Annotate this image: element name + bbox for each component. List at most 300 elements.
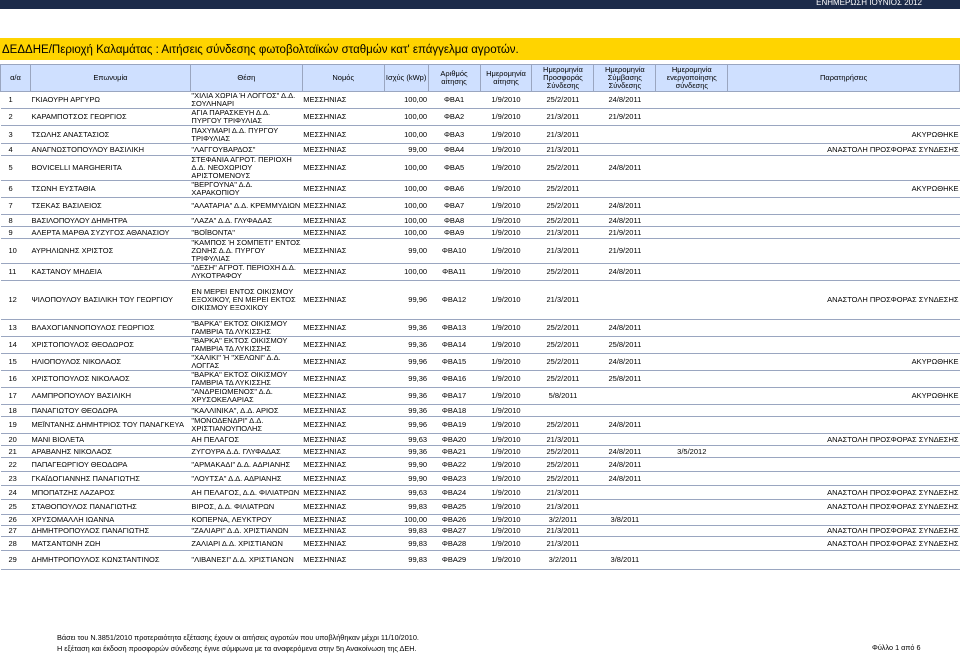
cell-contract-date [594, 126, 656, 144]
cell-app-number: ΦΒΑ28 [441, 538, 467, 548]
cell-name: ΗΛΙΟΠΟΥΛΟΣ ΝΙΚΟΛΑΟΣ [31, 357, 121, 366]
table-row [1, 515, 960, 526]
cell-power: 99,63 [408, 434, 428, 444]
cell-name: ΨΙΛΟΠΟΥΛΟΥ ΒΑΣΙΛΙΚΗ ΤΟΥ ΓΕΩΡΓΙΟΥ [31, 295, 174, 304]
cell-app-number: ΦΒΑ13 [441, 323, 467, 332]
cell-position: "ΜΟΝΟΔΕΝΔΡΙ" Δ.Δ. ΧΡΙΣΤΙΑΝΟΥΠΟΛΗΣ [191, 416, 264, 433]
cell-prefecture: ΜΕΣΣΗΝΙΑΣ [303, 323, 347, 332]
cell-app-date: 1/9/2010 [491, 295, 521, 304]
cell-name: ΑΛΕΡΤΑ ΜΑΡΘΑ ΣΥΖΥΓΟΣ ΑΘΑΝΑΣΙΟΥ [31, 227, 170, 237]
cell-notes [728, 371, 960, 388]
cell-app-number: ΦΒΑ2 [443, 112, 465, 121]
cell-prefecture: ΜΕΣΣΗΝΙΑΣ [303, 502, 347, 511]
cell-app-date: 1/9/2010 [491, 357, 521, 366]
cell-contract-date [594, 388, 656, 405]
cell-offer-date: 21/3/2011 [546, 112, 580, 121]
cell-contract-date: 25/8/2011 [608, 340, 642, 349]
cell-app-date: 1/9/2010 [491, 112, 521, 121]
cell-position: "ΖΑΛΙΑΡΙ" Δ.Δ. ΧΡΙΣΤΙΑΝΩΝ [191, 526, 289, 535]
cell-contract-date [594, 434, 656, 446]
cell-no: 6 [8, 184, 13, 193]
cell-offer-date: 25/2/2011 [546, 473, 580, 483]
cell-contract-date: 24/8/2011 [608, 446, 642, 456]
cell-name: ΠΑΝΑΓΙΩΤΟΥ ΘΕΟΔΩΡΑ [31, 405, 118, 415]
cell-no: 13 [8, 323, 17, 332]
cell-offer-date: 25/2/2011 [546, 215, 580, 225]
cell-no: 29 [8, 555, 17, 564]
cell-app-date: 1/9/2010 [491, 323, 521, 332]
cell-app-date: 1/9/2010 [491, 201, 521, 210]
cell-prefecture: ΜΕΣΣΗΝΙΑΣ [303, 446, 347, 456]
cell-offer-date: 25/2/2011 [546, 184, 580, 193]
cell-prefecture: ΜΕΣΣΗΝΙΑΣ [303, 420, 347, 429]
cell-name: ΤΣΩΝΗ ΕΥΣΤΑΘΙΑ [31, 184, 96, 193]
cell-contract-date: 24/8/2011 [608, 323, 642, 332]
cell-power: 100,00 [404, 184, 428, 193]
cell-power: 99,63 [408, 487, 428, 497]
cell-power: 100,00 [404, 215, 428, 225]
cell-notes: ΑΚΥΡΩΘΗΚΕ [911, 184, 959, 193]
cell-contract-date: 21/9/2011 [608, 112, 642, 121]
cell-power: 99,83 [408, 526, 428, 535]
cell-notes: ΑΚΥΡΩΘΗΚΕ [911, 391, 959, 400]
cell-activation-date [656, 371, 728, 388]
cell-contract-date [594, 144, 656, 156]
cell-contract-date: 24/8/2011 [608, 420, 642, 429]
cell-position: "ΔΕΣΗ" ΑΓΡΟΤ. ΠΕΡΙΟΧΗ Δ.Δ. ΛΥΚΟΤΡΑΦΟΥ [191, 263, 296, 280]
cell-app-number: ΦΒΑ6 [443, 184, 465, 193]
cell-notes [728, 320, 960, 337]
cell-name: ΠΑΠΑΓΕΩΡΓΙΟΥ ΘΕΟΔΩΡΑ [31, 459, 128, 469]
cell-name: ΑΝΑΓΝΩΣΤΟΠΟΥΛΟΥ ΒΑΣΙΛΙΚΗ [31, 144, 145, 154]
cell-offer-date: 25/2/2011 [546, 267, 580, 276]
cell-offer-date: 25/2/2011 [546, 323, 580, 332]
cell-power: 99,83 [408, 538, 428, 548]
cell-app-date: 1/9/2010 [491, 391, 521, 400]
cell-power: 99,96 [408, 357, 428, 366]
cell-contract-date: 24/8/2011 [608, 201, 642, 210]
cell-no: 28 [8, 538, 17, 548]
cell-app-date: 1/9/2010 [491, 526, 521, 535]
cell-app-number: ΦΒΑ21 [441, 446, 467, 456]
col-header-name: Επωνυμία [30, 65, 190, 92]
col-header-offer-date: Ημερομηνία Προσφοράς Σύνδεσης [532, 65, 594, 92]
cell-name: ΜΑΝΙ ΒΙΟΛΕΤΑ [31, 434, 85, 444]
cell-contract-date: 24/8/2011 [608, 267, 642, 276]
cell-no: 27 [8, 526, 17, 535]
cell-prefecture: ΜΕΣΣΗΝΙΑΣ [303, 201, 347, 210]
col-header-contract-date: Ημερομηνία Σύμβασης Σύνδεσης [594, 65, 656, 92]
cell-app-number: ΦΒΑ22 [441, 459, 467, 469]
cell-app-date: 1/9/2010 [491, 246, 521, 255]
cell-name: ΧΡΙΣΤΟΠΟΥΛΟΣ ΘΕΟΔΩΡΟΣ [31, 340, 134, 349]
cell-activation-date [656, 526, 728, 537]
table-row [1, 337, 960, 354]
table-row [1, 264, 960, 281]
cell-no: 23 [8, 473, 17, 483]
cell-position: ΑΓΙΑ ΠΑΡΑΣΚΕΥΗ Δ.Δ. ΠΥΡΓΟΥ ΤΡΙΦΥΛΙΑΣ [191, 108, 271, 125]
page-indicator: Φύλλο 1 από 6 [872, 643, 921, 652]
cell-app-number: ΦΒΑ3 [443, 129, 465, 139]
cell-name: ΚΑΣΤΑΝΟΥ ΜΗΔΕΙΑ [31, 267, 102, 276]
cell-prefecture: ΜΕΣΣΗΝΙΑΣ [303, 227, 347, 237]
cell-app-number: ΦΒΑ16 [441, 374, 467, 383]
table-row [1, 551, 960, 570]
col-header-activation-date: Ημερομηνία ενεργοποίησης σύνδεσης [656, 65, 728, 92]
cell-offer-date: 21/3/2011 [546, 487, 580, 497]
cell-prefecture: ΜΕΣΣΗΝΙΑΣ [303, 405, 347, 415]
cell-prefecture: ΜΕΣΣΗΝΙΑΣ [303, 267, 347, 276]
cell-no: 15 [8, 357, 17, 366]
cell-position: "ΒΕΡΓΟΥΝΑ" Δ.Δ. ΧΑΡΑΚΟΠΙΟΥ [191, 180, 253, 197]
cell-notes: ΑΝΑΣΤΟΛΗ ΠΡΟΣΦΟΡΑΣ ΣΥΝΔΕΣΗΣ [827, 487, 959, 497]
cell-notes [728, 215, 960, 227]
cell-position: "ΑΛΑΤΑΡΙΑ" Δ.Δ. ΚΡΕΜΜΥΔΙΩΝ [191, 201, 301, 210]
cell-activation-date [656, 264, 728, 281]
cell-app-number: ΦΒΑ23 [441, 473, 467, 483]
table-header-row [1, 65, 960, 92]
cell-notes: ΑΚΥΡΩΘΗΚΕ [911, 357, 959, 366]
cell-app-number: ΦΒΑ4 [443, 144, 465, 154]
cell-activation-date [656, 388, 728, 405]
cell-position: ΠΑΧΥΜΑΡΙ Δ.Δ. ΠΥΡΓΟΥ ΤΡΙΦΥΛΙΑΣ [191, 125, 279, 143]
cell-offer-date: 25/2/2011 [546, 163, 580, 172]
cell-prefecture: ΜΕΣΣΗΝΙΑΣ [303, 295, 347, 304]
cell-name: ΧΡΥΣΟΜΑΛΛΗ ΙΩΑΝΝΑ [31, 515, 115, 524]
cell-power: 100,00 [404, 112, 428, 121]
cell-prefecture: ΜΕΣΣΗΝΙΑΣ [303, 215, 347, 225]
cell-notes [728, 227, 960, 239]
cell-notes [728, 472, 960, 486]
cell-app-number: ΦΒΑ24 [441, 487, 467, 497]
cell-app-number: ΦΒΑ17 [441, 391, 467, 400]
table-row [1, 198, 960, 215]
cell-app-number: ΦΒΑ18 [441, 405, 467, 415]
cell-no: 4 [8, 144, 13, 154]
cell-app-number: ΦΒΑ8 [443, 215, 465, 225]
cell-notes [728, 551, 960, 570]
table-row [1, 92, 960, 109]
cell-name: ΓΚΙΑΟΥΡΗ ΑΡΓΥΡΩ [31, 95, 100, 104]
cell-contract-date: 24/8/2011 [608, 163, 642, 172]
cell-app-number: ΦΒΑ7 [443, 201, 465, 210]
cell-notes: ΑΝΑΣΤΟΛΗ ΠΡΟΣΦΟΡΑΣ ΣΥΝΔΕΣΗΣ [827, 295, 959, 304]
cell-contract-date: 24/8/2011 [608, 473, 642, 483]
cell-position: "ΚΑΜΠΟΣ Ή ΣΟΜΠΕΤΙ" ΕΝΤΟΣ ΖΩΝΗΣ Δ.Δ. ΠΥΡΓΟΥ ΤΡΙΦΥΛΙΑΣ [191, 238, 301, 263]
cell-position: ΒΙΡΟΣ, Δ.Δ. ΦΙΛΙΑΤΡΩΝ [191, 502, 275, 511]
cell-app-date: 1/9/2010 [491, 434, 521, 444]
cell-app-date: 1/9/2010 [491, 405, 521, 415]
table-row [1, 144, 960, 156]
footer-note-1: Βάσει του Ν.3851/2010 προτεραιότητα εξέτασης έχουν οι αιτήσεις αγροτών που υποβλήθηκαν μέχρι 11/10/2010. [57, 633, 419, 642]
cell-contract-date: 25/8/2011 [608, 374, 642, 383]
cell-prefecture: ΜΕΣΣΗΝΙΑΣ [303, 112, 347, 121]
table-row [1, 458, 960, 472]
cell-app-number: ΦΒΑ10 [441, 246, 467, 255]
cell-no: 1 [8, 95, 13, 104]
cell-position: "ΒΟΪΒΟΝΤΑ" [191, 227, 235, 237]
cell-name: ΜΑΤΣΑΝΤΩΝΗ ΖΩΗ [31, 538, 101, 548]
cell-power: 99,96 [408, 420, 428, 429]
table-row [1, 500, 960, 515]
cell-name: ΜΠΟΠΑΤΖΗΣ ΛΑΖΑΡΟΣ [31, 487, 115, 497]
cell-no: 14 [8, 340, 17, 349]
cell-prefecture: ΜΕΣΣΗΝΙΑΣ [303, 459, 347, 469]
cell-app-date: 1/9/2010 [491, 184, 521, 193]
cell-notes: ΑΝΑΣΤΟΛΗ ΠΡΟΣΦΟΡΑΣ ΣΥΝΔΕΣΗΣ [827, 434, 959, 444]
cell-prefecture: ΜΕΣΣΗΝΙΑΣ [303, 526, 347, 535]
cell-offer-date: 21/3/2011 [546, 144, 580, 154]
cell-activation-date: 3/5/2012 [677, 446, 707, 456]
cell-app-number: ΦΒΑ5 [443, 163, 465, 172]
table-row [1, 417, 960, 434]
cell-no: 3 [8, 129, 13, 139]
cell-app-number: ΦΒΑ11 [442, 267, 466, 276]
cell-offer-date: 25/2/2011 [546, 357, 580, 366]
cell-no: 21 [8, 446, 17, 456]
cell-position: ΕΝ ΜΕΡΕΙ ΕΝΤΟΣ ΟΙΚΙΣΜΟΥ ΕΞΟΧΙΚΟΥ, ΕΝ ΜΕΡΕΙ ΕΚΤΟΣ ΟΙΚΙΣΜΟΥ ΕΞΟΧΙΚΟΥ [191, 287, 296, 312]
cell-activation-date [656, 181, 728, 198]
cell-contract-date: 21/9/2011 [608, 227, 642, 237]
cell-offer-date: 21/3/2011 [546, 502, 580, 511]
cell-power: 99,36 [408, 405, 428, 415]
table-row [1, 371, 960, 388]
cell-offer-date: 25/2/2011 [546, 95, 580, 104]
cell-app-number: ΦΒΑ1 [443, 95, 465, 104]
cell-activation-date [656, 337, 728, 354]
cell-activation-date [656, 144, 728, 156]
cell-power: 100,00 [404, 163, 428, 172]
table-row [1, 537, 960, 551]
cell-power: 99,00 [408, 246, 428, 255]
table-row [1, 227, 960, 239]
cell-no: 12 [8, 295, 17, 304]
cell-prefecture: ΜΕΣΣΗΝΙΑΣ [303, 555, 347, 564]
cell-contract-date: 3/8/2011 [610, 555, 640, 564]
applications-table [0, 64, 960, 570]
cell-prefecture: ΜΕΣΣΗΝΙΑΣ [303, 515, 347, 524]
cell-power: 100,00 [404, 129, 428, 139]
cell-power: 100,00 [404, 267, 428, 276]
col-header-app-date: Ημερομηνία αίτησης [480, 65, 532, 92]
cell-power: 99,90 [408, 473, 428, 483]
cell-activation-date [656, 472, 728, 486]
cell-offer-date: 21/3/2011 [546, 434, 580, 444]
cell-no: 11 [8, 267, 17, 276]
cell-offer-date: 25/2/2011 [546, 201, 580, 210]
cell-contract-date: 3/8/2011 [610, 515, 640, 524]
cell-contract-date: 24/8/2011 [608, 459, 642, 469]
table-row [1, 126, 960, 144]
cell-app-date: 1/9/2010 [491, 420, 521, 429]
cell-app-date: 1/9/2010 [491, 515, 521, 524]
cell-activation-date [656, 281, 728, 320]
table-row [1, 388, 960, 405]
cell-notes [728, 458, 960, 472]
table-row [1, 446, 960, 458]
cell-position: ΖΥΓΟΥΡΑ Δ.Δ. ΓΛΥΦΑΔΑΣ [191, 446, 281, 456]
cell-activation-date [656, 417, 728, 434]
col-header-no: α/α [1, 65, 31, 92]
cell-notes [728, 264, 960, 281]
cell-activation-date [656, 515, 728, 526]
cell-name: ΑΥΡΗΛΙΩΝΗΣ ΧΡΙΣΤΟΣ [31, 246, 114, 255]
cell-power: 99,36 [408, 446, 428, 456]
cell-no: 24 [8, 487, 17, 497]
cell-app-date: 1/9/2010 [491, 502, 521, 511]
page-title: ΔΕΔΔΗΕ/Περιοχή Καλαμάτας : Αιτήσεις σύνδεσης φωτοβολταϊκών σταθμών κατ' επάγγελμα αγροτών. [2, 44, 519, 56]
cell-app-number: ΦΒΑ12 [441, 295, 467, 304]
cell-app-date: 1/9/2010 [491, 473, 521, 483]
col-header-app-number: Αριθμός αίτησης [428, 65, 480, 92]
cell-no: 22 [8, 459, 17, 469]
cell-app-date: 1/9/2010 [491, 95, 521, 104]
cell-position: "ΛΑΓΓΟΥΒΑΡΔΟΣ" [191, 144, 256, 154]
col-header-notes: Παρατηρήσεις [728, 65, 960, 92]
cell-app-number: ΦΒΑ14 [441, 340, 467, 349]
cell-name: ΓΚΑΪΔΟΓΙΑΝΝΗΣ ΠΑΝΑΓΙΩΤΗΣ [31, 473, 140, 483]
table-row [1, 156, 960, 181]
cell-prefecture: ΜΕΣΣΗΝΙΑΣ [303, 374, 347, 383]
footer-note-2: Η εξέταση και έκδοση προσφορών σύνδεσης έγινε σύμφωνα με τα αναφερόμενα στην 5η Ανακοίνωση της ΔΕΗ. [57, 644, 417, 653]
cell-power: 100,00 [404, 201, 428, 210]
cell-notes: ΑΝΑΣΤΟΛΗ ΠΡΟΣΦΟΡΑΣ ΣΥΝΔΕΣΗΣ [827, 502, 959, 511]
cell-activation-date [656, 537, 728, 551]
table-row [1, 239, 960, 264]
cell-contract-date: 24/8/2011 [608, 215, 642, 225]
cell-offer-date: 21/3/2011 [546, 129, 580, 139]
table-row [1, 486, 960, 500]
cell-app-date: 1/9/2010 [491, 555, 521, 564]
cell-prefecture: ΜΕΣΣΗΝΙΑΣ [303, 129, 347, 139]
cell-contract-date [594, 181, 656, 198]
table-row [1, 181, 960, 198]
cell-name: ΒΑΣΙΛΟΠΟΥΛΟΥ ΔΗΜΗΤΡΑ [31, 215, 128, 225]
cell-activation-date [656, 156, 728, 181]
table-row [1, 320, 960, 337]
cell-position: ΑΗ ΠΕΛΑΓΟΣ [191, 434, 239, 444]
cell-position: ΑΗ ΠΕΛΑΓΟΣ, Δ.Δ. ΦΙΛΙΑΤΡΩΝ [191, 487, 300, 497]
cell-name: ΑΡΑΒΑΝΗΣ ΝΙΚΟΛΑΟΣ [31, 446, 112, 456]
cell-name: ΚΑΡΑΜΠΟΤΣΟΣ ΓΕΩΡΓΙΟΣ [31, 112, 127, 121]
cell-app-number: ΦΒΑ20 [441, 434, 467, 444]
cell-notes [728, 417, 960, 434]
cell-power: 99,90 [408, 459, 428, 469]
cell-position: ΣΤΕΦΑΝΙΑ ΑΓΡΟΤ. ΠΕΡΙΟΧΗ Δ.Δ. ΝΕΟΧΩΡΙΟΥ ΑΡΙΣΤΟΜΕΝΟΥΣ [191, 155, 292, 180]
cell-position: "ΒΑΡΚΑ" ΕΚΤΟΣ ΟΙΚΙΣΜΟΥ ΓΑΜΒΡΙΑ ΤΔ ΛΥΚΙΣΣΗΣ [191, 336, 288, 353]
cell-offer-date: 25/2/2011 [546, 446, 580, 456]
cell-offer-date: 21/3/2011 [546, 538, 580, 548]
col-header-position: Θέση [190, 65, 302, 92]
cell-no: 20 [8, 434, 17, 444]
cell-offer-date: 25/2/2011 [546, 459, 580, 469]
cell-power: 99,36 [408, 391, 428, 400]
cell-app-date: 1/9/2010 [491, 227, 521, 237]
cell-app-date: 1/9/2010 [491, 459, 521, 469]
cell-notes: ΑΚΥΡΩΘΗΚΕ [911, 129, 959, 139]
cell-app-number: ΦΒΑ25 [441, 502, 467, 511]
cell-notes [728, 405, 960, 417]
cell-activation-date [656, 405, 728, 417]
cell-app-number: ΦΒΑ27 [441, 526, 467, 535]
cell-activation-date [656, 215, 728, 227]
cell-no: 7 [8, 201, 13, 210]
cell-activation-date [656, 458, 728, 472]
cell-offer-date: 21/3/2011 [546, 295, 580, 304]
cell-app-number: ΦΒΑ9 [443, 227, 465, 237]
cell-app-number: ΦΒΑ26 [441, 515, 467, 524]
cell-no: 18 [8, 405, 17, 415]
cell-name: BOVICELLI MARGHERITA [31, 163, 122, 172]
cell-contract-date [594, 281, 656, 320]
cell-offer-date: 25/2/2011 [546, 420, 580, 429]
cell-name: ΔΗΜΗΤΡΟΠΟΥΛΟΣ ΚΩΝΣΤΑΝΤΙΝΟΣ [31, 555, 160, 564]
cell-name: ΧΡΙΣΤΟΠΟΥΛΟΣ ΝΙΚΟΛΑΟΣ [31, 374, 130, 383]
cell-app-number: ΦΒΑ19 [441, 420, 467, 429]
cell-offer-date: 25/2/2011 [546, 374, 580, 383]
update-label: ΕΝΗΜΕΡΩΣΗ ΙΟΥΝΙΟΣ 2012 [816, 0, 922, 7]
cell-notes [728, 92, 960, 109]
cell-notes: ΑΝΑΣΤΟΛΗ ΠΡΟΣΦΟΡΑΣ ΣΥΝΔΕΣΗΣ [827, 526, 959, 535]
cell-app-date: 1/9/2010 [491, 446, 521, 456]
cell-offer-date: 3/2/2011 [548, 515, 578, 524]
cell-no: 9 [8, 227, 13, 237]
cell-no: 2 [8, 112, 13, 121]
cell-prefecture: ΜΕΣΣΗΝΙΑΣ [303, 144, 347, 154]
cell-power: 99,36 [408, 340, 428, 349]
table-row [1, 434, 960, 446]
cell-no: 19 [8, 420, 17, 429]
cell-position: "ΚΑΛΛΙΝΙΚΑ", Δ.Δ. ΑΡΙΟΣ [191, 405, 279, 415]
cell-notes [728, 239, 960, 264]
cell-contract-date [594, 500, 656, 515]
cell-position: "ΑΝΔΡΕΙΩΜΕΝΟΣ" Δ.Δ. ΧΡΥΣΟΚΕΛΑΡΙΑΣ [191, 387, 273, 404]
cell-prefecture: ΜΕΣΣΗΝΙΑΣ [303, 487, 347, 497]
cell-position: "ΑΡΜΑΚΑΔΙ" Δ.Δ. ΑΔΡΙΑΝΗΣ [191, 459, 291, 469]
cell-contract-date [594, 526, 656, 537]
cell-app-date: 1/9/2010 [491, 340, 521, 349]
table-row [1, 526, 960, 537]
cell-prefecture: ΜΕΣΣΗΝΙΑΣ [303, 391, 347, 400]
cell-name: ΛΑΜΠΡΟΠΟΥΛΟΥ ΒΑΣΙΛΙΚΗ [31, 391, 132, 400]
cell-prefecture: ΜΕΣΣΗΝΙΑΣ [303, 357, 347, 366]
cell-position: "ΛΑΖΑ" Δ.Δ. ΓΛΥΦΑΔΑΣ [191, 215, 273, 225]
cell-notes [728, 156, 960, 181]
cell-app-date: 1/9/2010 [491, 163, 521, 172]
cell-power: 99,00 [408, 144, 428, 154]
cell-position: "ΛΟΥΤΣΑ" Δ.Δ. ΑΔΡΙΑΝΗΣ [191, 473, 282, 483]
cell-activation-date [656, 500, 728, 515]
cell-prefecture: ΜΕΣΣΗΝΙΑΣ [303, 434, 347, 444]
cell-name: ΣΤΑΘΟΠΟΥΛΟΣ ΠΑΝΑΓΙΩΤΗΣ [31, 502, 137, 511]
cell-activation-date [656, 126, 728, 144]
cell-offer-date: 3/2/2011 [548, 555, 578, 564]
cell-prefecture: ΜΕΣΣΗΝΙΑΣ [303, 340, 347, 349]
cell-prefecture: ΜΕΣΣΗΝΙΑΣ [303, 538, 347, 548]
cell-name: ΤΣΩΛΗΣ ΑΝΑΣΤΑΣΙΟΣ [31, 129, 110, 139]
table-row [1, 281, 960, 320]
cell-offer-date [532, 405, 594, 417]
cell-offer-date: 25/2/2011 [546, 340, 580, 349]
cell-position: ΖΑΛΙΑΡΙ Δ.Δ. ΧΡΙΣΤΙΑΝΩΝ [191, 538, 283, 548]
cell-app-date: 1/9/2010 [491, 129, 521, 139]
table-row [1, 354, 960, 371]
cell-no: 8 [8, 215, 13, 225]
cell-activation-date [656, 434, 728, 446]
cell-contract-date [594, 405, 656, 417]
cell-no: 16 [8, 374, 17, 383]
cell-prefecture: ΜΕΣΣΗΝΙΑΣ [303, 184, 347, 193]
